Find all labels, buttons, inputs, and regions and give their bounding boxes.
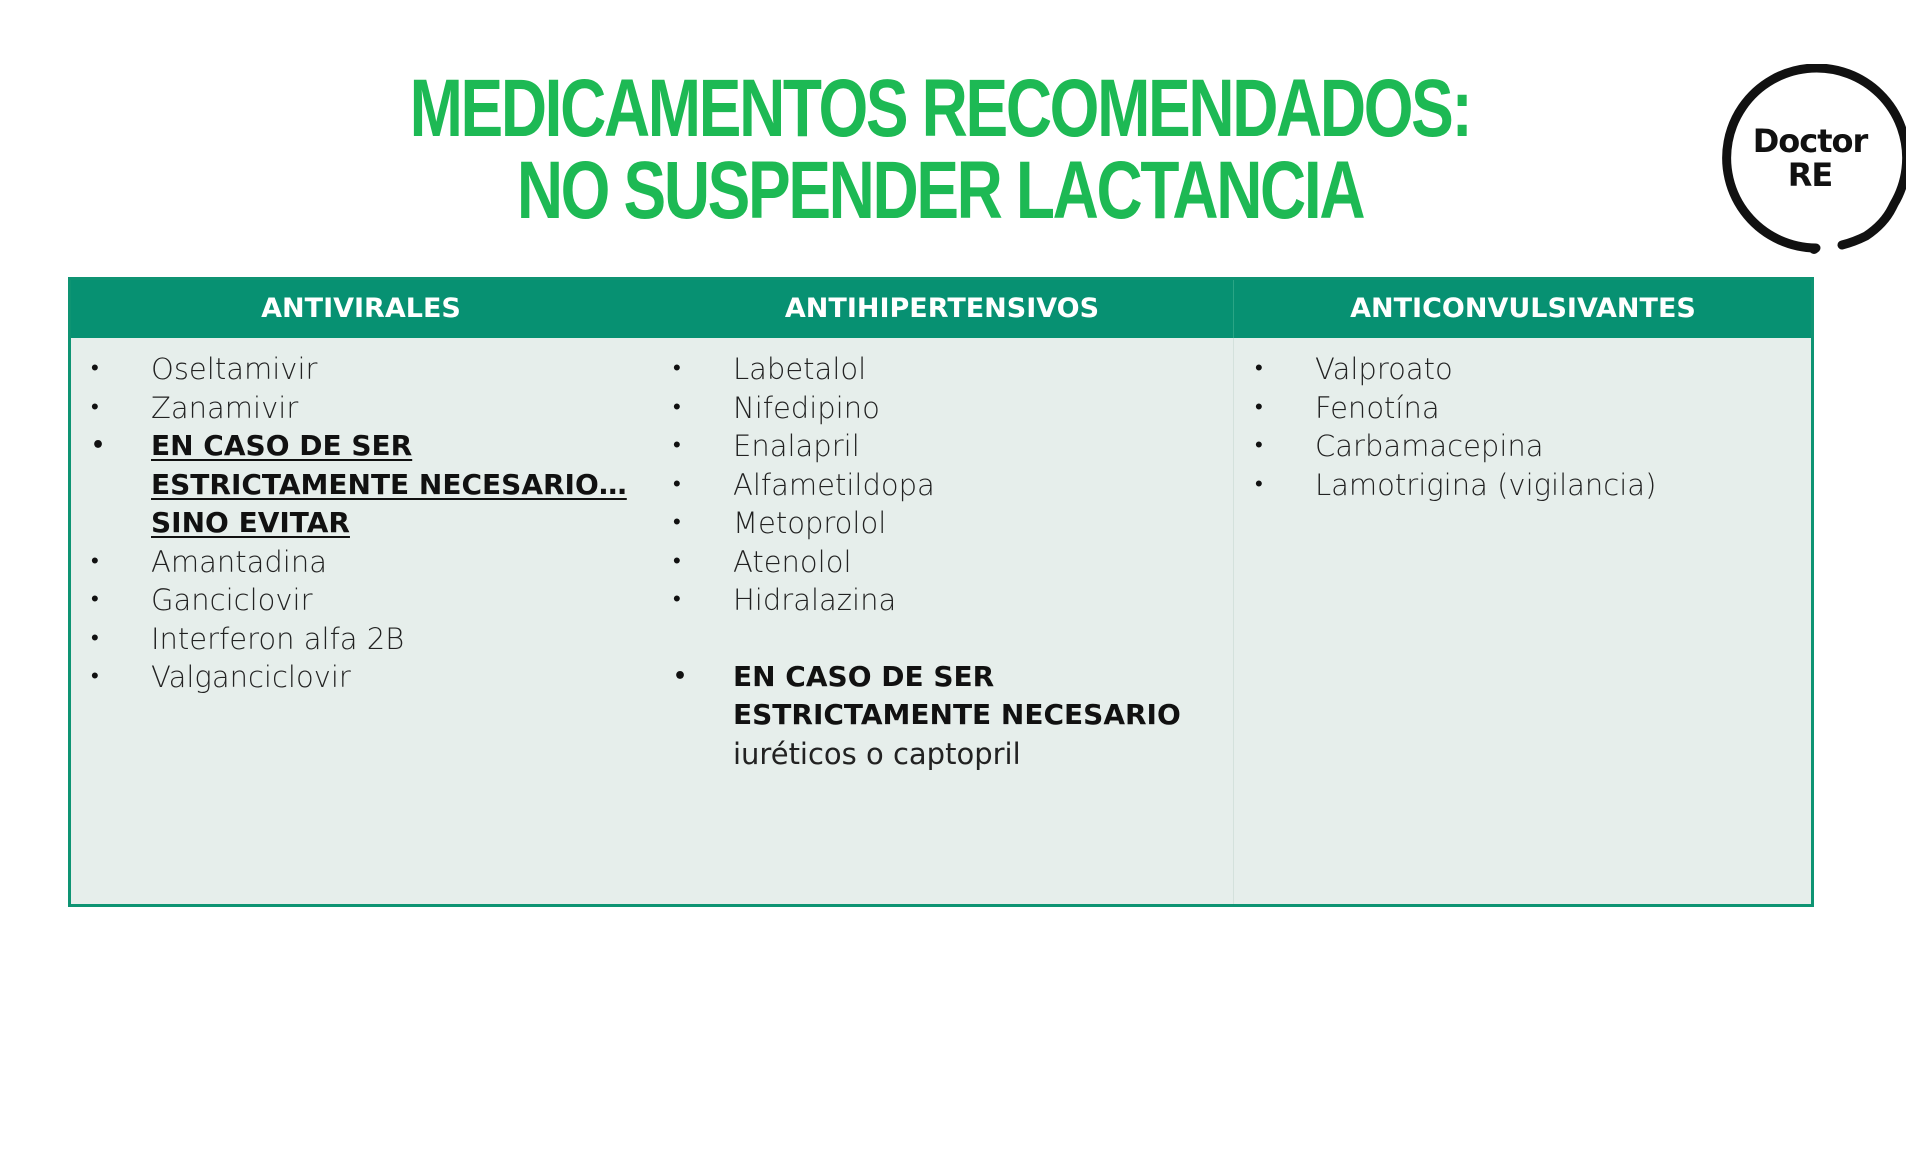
bullet-icon: • <box>673 471 681 497</box>
warning-detail: iuréticos o captopril <box>733 736 1021 771</box>
drug-name: Oseltamivir <box>151 352 318 386</box>
bullet-icon: • <box>1255 394 1263 420</box>
drug-name: Alfametildopa <box>733 467 935 502</box>
bullet-icon: • <box>1255 471 1263 497</box>
drug-name: Ganciclovir <box>151 583 313 617</box>
list-item <box>91 543 651 582</box>
list-item <box>91 389 651 428</box>
drug-name: Valproato <box>1315 352 1453 386</box>
bullet-icon: • <box>91 625 99 651</box>
list-item <box>1255 466 1795 505</box>
drug-name: Hidralazina <box>733 583 897 617</box>
bullet-icon: • <box>673 663 688 689</box>
bullet-icon: • <box>673 433 681 458</box>
list-item <box>673 427 1233 466</box>
warning-line-3: SINO EVITAR <box>151 506 350 539</box>
column-antivirales <box>91 350 651 697</box>
header-antihipertensivos: ANTIHIPERTENSIVOS <box>784 293 1100 324</box>
bullet-icon: • <box>91 664 99 689</box>
bullet-icon: • <box>91 394 99 420</box>
list-item <box>91 620 651 659</box>
drug-name: Fenotína <box>1315 390 1440 425</box>
bullet-icon: • <box>91 548 99 574</box>
doctor-re-logo <box>1716 64 1896 244</box>
table-header-row <box>71 280 1811 338</box>
warning-line-1: EN CASO DE SER <box>733 659 995 693</box>
list-item <box>673 350 1233 389</box>
logo-text <box>1716 124 1904 192</box>
bullet-icon: • <box>673 394 681 420</box>
list-item <box>91 350 651 389</box>
header-divider <box>1233 280 1234 338</box>
warning-line-2: ESTRICTAMENTE NECESARIO… <box>151 467 627 501</box>
spacer <box>673 620 1233 658</box>
logo-text-line-1: Doctor <box>1752 122 1868 160</box>
warning-note <box>673 658 1233 735</box>
drug-name: Metoprolol <box>733 506 887 540</box>
drug-name: Zanamivir <box>151 390 299 425</box>
warning-line-2: ESTRICTAMENTE NECESARIO <box>733 698 1181 731</box>
drug-name: Amantadina <box>151 544 327 579</box>
bullet-icon: • <box>91 587 99 612</box>
list-item <box>673 543 1233 582</box>
list-item <box>91 581 651 620</box>
drug-name: Enalapril <box>733 429 860 463</box>
title-line-1: MEDICAMENTOS RECOMENDADOS: <box>409 63 1471 154</box>
drug-name: Carbamacepina <box>1315 429 1544 463</box>
bullet-icon: • <box>1255 433 1263 458</box>
medications-table <box>68 277 1814 907</box>
header-antivirales: ANTIVIRALES <box>261 293 461 324</box>
warning-line-1: EN CASO DE SER <box>151 429 413 462</box>
bullet-icon: • <box>673 510 681 535</box>
drug-name: Labetalol <box>733 352 867 386</box>
bullet-icon: • <box>1255 356 1263 381</box>
list-item <box>673 389 1233 428</box>
list-item <box>1255 350 1795 389</box>
list-item <box>673 504 1233 543</box>
title-line-2: NO SUSPENDER LACTANCIA <box>516 145 1364 236</box>
logo-text-line-2: RE <box>1787 156 1833 194</box>
drug-name: Atenolol <box>733 544 852 579</box>
bullet-icon: • <box>91 433 106 458</box>
list-item <box>673 466 1233 505</box>
bullet-icon: • <box>673 587 681 612</box>
warning-note <box>91 427 651 543</box>
drug-name: Lamotrigina (vigilancia) <box>1315 467 1657 502</box>
drug-name: Nifedipino <box>733 390 880 425</box>
list-item <box>91 658 651 697</box>
bullet-icon: • <box>673 356 681 381</box>
column-divider <box>1233 338 1234 904</box>
list-item <box>673 581 1233 620</box>
column-anticonvulsivantes <box>1255 350 1795 504</box>
bullet-icon: • <box>673 548 681 574</box>
list-item <box>1255 427 1795 466</box>
list-item <box>1255 389 1795 428</box>
header-anticonvulsivantes: ANTICONVULSIVANTES <box>1350 293 1696 324</box>
drug-name: Valganciclovir <box>151 660 351 694</box>
bullet-icon: • <box>91 356 99 381</box>
column-antihipertensivos <box>673 350 1233 773</box>
page-title <box>394 63 1486 236</box>
drug-name: Interferon alfa 2B <box>151 621 405 656</box>
